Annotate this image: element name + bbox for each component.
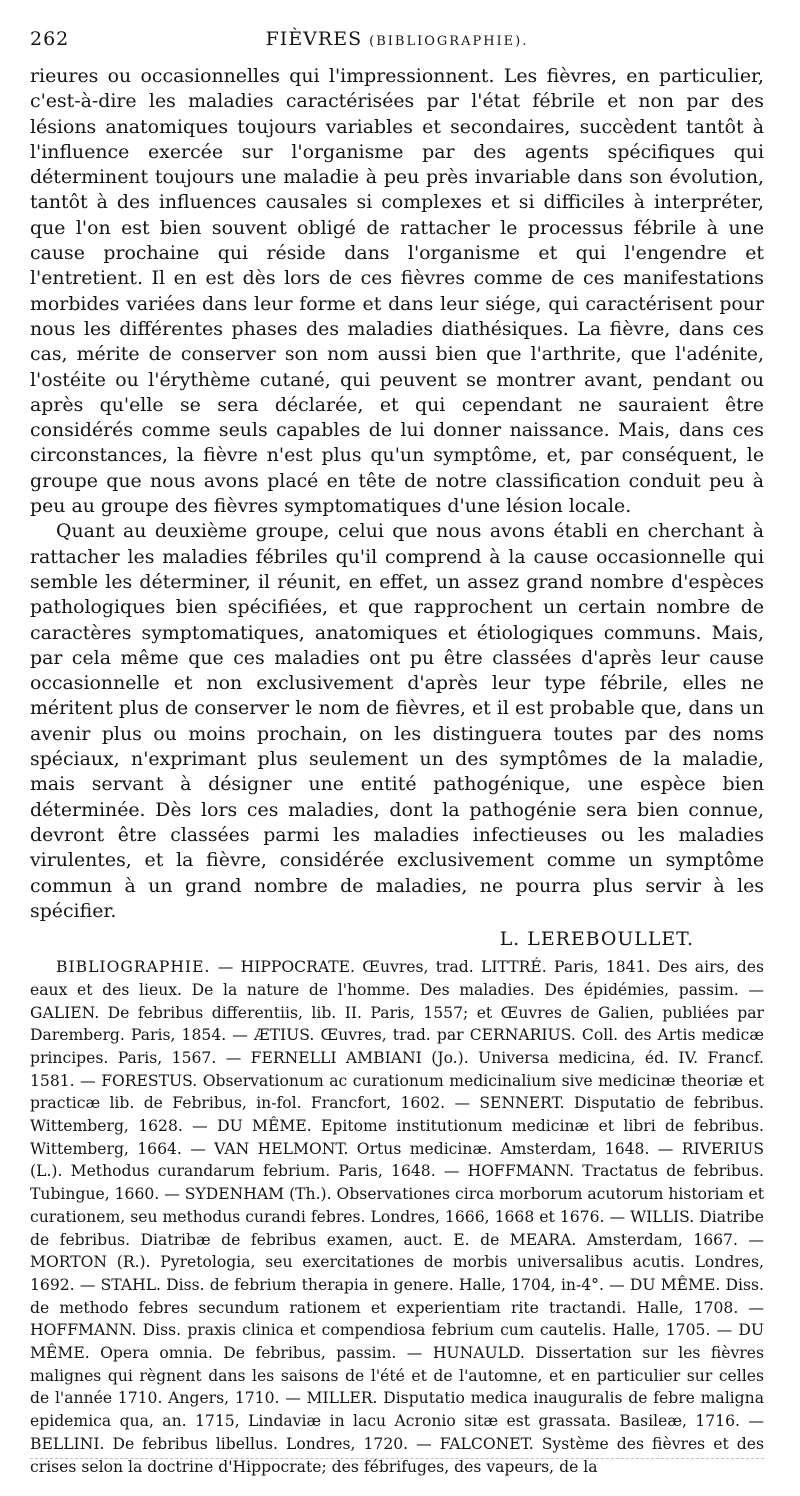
author-signature: L. LEREBOULLET. [499, 928, 694, 951]
running-title-main: FIÈVRES [265, 28, 363, 50]
bottom-rule [30, 1458, 764, 1459]
running-title-sub: (BIBLIOGRAPHIE). [369, 34, 529, 49]
page-number: 262 [30, 28, 70, 50]
page-header [30, 24, 764, 64]
bibliography-heading: BIBLIOGRAPHIE. [56, 958, 211, 977]
bibliography-section [30, 956, 764, 1478]
book-page [30, 24, 764, 1478]
body-text [30, 64, 764, 924]
bibliography-entries: — HIPPOCRATE. Œuvres, trad. LITTRÉ. Paris, 1841. Des airs, des eaux et des lieux. De la nature de l'homme. Des maladies. Des épidémies, passim. — GALIEN. De febribus differentiis, lib. II. Paris, 1557; et Œuvres de Galien, publiées par Daremberg. Paris, 1854. — ÆTIUS. Œuvres, trad. par CERNARIUS. Coll. des Artis medicæ principes. Paris, 1567. — FERNELLI AMBIANI (Jo.). Universa medicina, éd. IV. Francf. 1581. — FORESTUS. Observationum ac curationum medicinalium sive medicinæ theoriæ et practicæ lib. de Febribus, in-fol. Francfort, 1602. — SENNERT. Disputatio de febribus. Wittemberg, 1628. — DU MÊME. Epitome institutionum medicinæ et libri de febribus. Wittemberg, 1664. — VAN HELMONT. Ortus medicinæ. Amsterdam, 1648. — RIVERIUS (L.). Methodus curandarum febrium. Paris, 1648. — HOFFMANN. Tractatus de febribus. Tubingue, 1660. — SYDENHAM (Th.). Observationes circa morborum acutorum historiam et curationem, seu methodus curandi febres. Londres, 1666, 1668 et 1676. — WILLIS. Diatribe de febribus. Diatribæ de febribus examen, auct. E. de MEARA. Amsterdam, 1667. — MORTON (R.). Pyretologia, seu exercitationes de morbis universalibus acutis. Londres, 1692. — STAHL. Diss. de febrium therapia in genere. Halle, 1704, in-4°. — DU MÊME. Diss. de methodo febres secundum rationem et experientiam rite tractandi. Halle, 1708. — HOFFMANN. Diss. praxis clinica et compendiosa febrium cum cautelis. Halle, 1705. — DU MÊME. Opera omnia. De febribus, passim. — HUNAULD. Dissertation sur les fièvres malignes qui règnent dans les saisons de l'été et de l'automne, et en particulier sur celles de l'année 1710. Angers, 1710. — MILLER. Disputatio medica inauguralis de febre maligna epidemica qua, an. 1715, Lindaviæ in lacu Acronio sitæ est grassata. Basileæ, 1716. — BELLINI. De febribus libellus. Londres, 1720. — FALCONET. Système des fièvres et des crises selon la doctrine d'Hippocrate; des fébrifuges, des vapeurs, de la [30, 958, 765, 1476]
paragraph-2: Quant au deuxième groupe, celui que nous avons établi en cherchant à rattacher les maladies fébriles qu'il comprend à la cause occasionnelle qui semble les déterminer, il réunit, en effet, un assez grand nombre d'espèces pathologiques bien spécifiées, et que rapprochent un certain nombre de caractères symptomatiques, anatomiques et étiologiques communs. Mais, par cela même que ces maladies ont pu être classées d'après leur cause occasionnelle et non exclusivement d'après leur type fébrile, elles ne méritent plus de conserver le nom de fièvres, et il est probable que, dans un avenir plus ou moins prochain, on les distinguera toutes par des noms spéciaux, n'exprimant plus seulement un des symptômes de la maladie, mais servant à désigner une entité pathogénique, une espèce bien déterminée. Dès lors ces maladies, dont la pathogénie sera bien connue, devront être classées parmi les maladies infectieuses ou les maladies virulentes, et la fièvre, considérée exclusivement comme un symptôme commun à un grand nombre de maladies, ne pourra plus servir à les spécifier. [30, 520, 764, 922]
bibliography-text [30, 956, 764, 1478]
paragraph-1: rieures ou occasionnelles qui l'impressionnent. Les fièvres, en particulier, c'est-à-dire les maladies caractérisées par l'état fébrile et non par des lésions anatomiques toujours variables et secondaires, succèdent tantôt à l'influence exercée sur l'organisme par des agents spécifiques qui déterminent toujours une maladie à peu près invariable dans son évolution, tantôt à des influences causales si complexes et si difficiles à interpréter, que l'on est bien souvent obligé de rattacher le processus fébrile à une cause prochaine qui réside dans l'organisme et qui l'engendre et l'entretient. Il en est dès lors de ces fièvres comme de ces manifestations morbides variées dans leur forme et dans leur siége, qui caractérisent pour nous les différentes phases des maladies diathésiques. La fièvre, dans ces cas, mérite de conserver son nom aussi bien que l'arthrite, que l'adénite, l'ostéite ou l'érythème cutané, qui peuvent se montrer avant, pendant ou après qu'elle se sera déclarée, et qui cependant ne sauraient être considérés comme seuls capables de lui donner naissance. Mais, dans ces circonstances, la fièvre n'est plus qu'un symptôme, et, par conséquent, le groupe que nous avons placé en tête de notre classification conduit peu à peu au groupe des fièvres symptomatiques d'une lésion locale. [30, 65, 764, 518]
running-title [30, 28, 764, 50]
